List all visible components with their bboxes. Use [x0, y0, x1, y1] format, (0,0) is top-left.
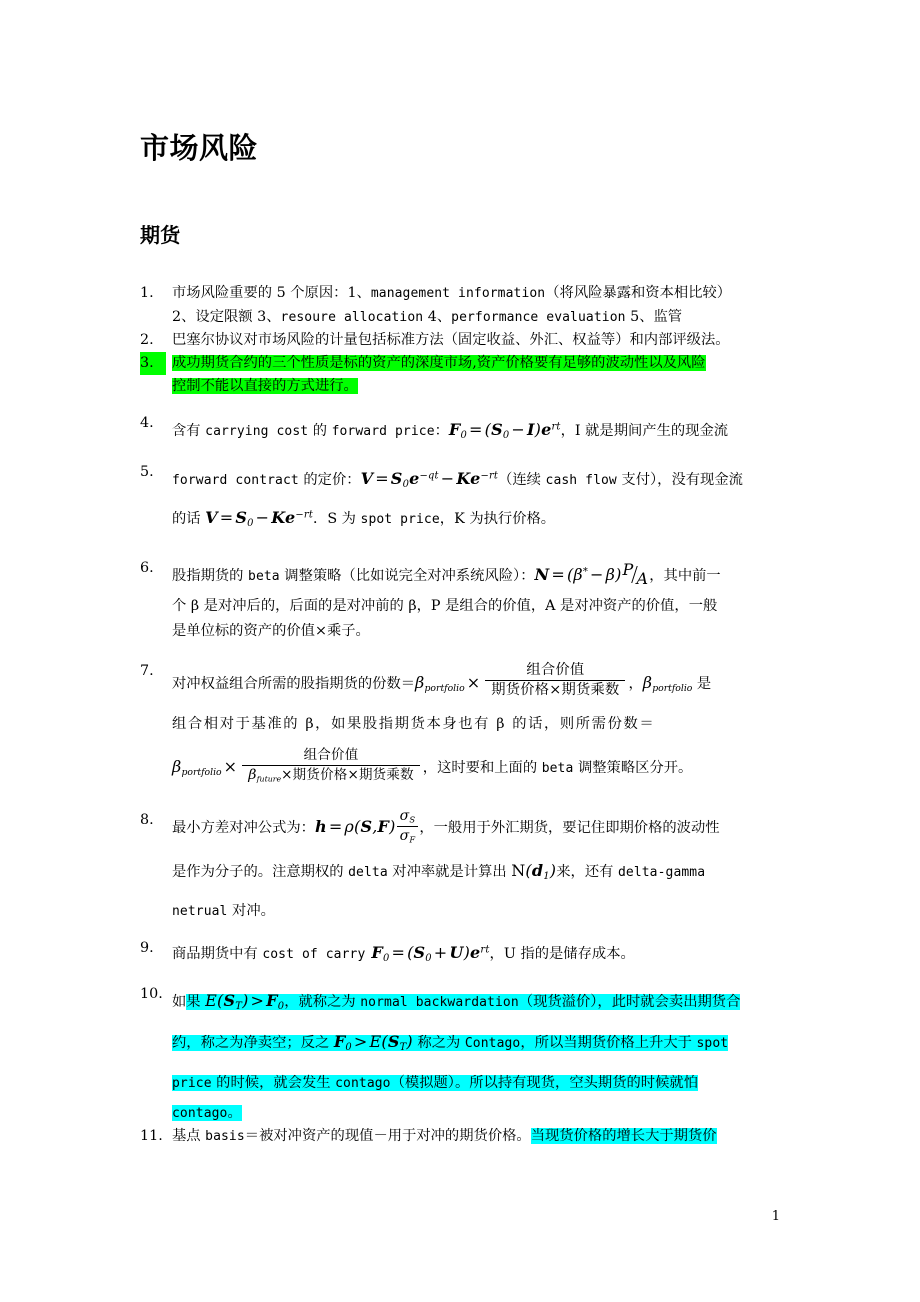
page-title: 市场风险: [140, 131, 259, 165]
item-11-text: 基点 basis＝被对冲资产的现值－用于对冲的期货价格。当现货价格的增长大于期货价: [172, 1128, 717, 1145]
formula-cost-of-carry: $F_0 = (S_0 + U)e^{rt}$: [371, 943, 490, 964]
item-3-line-1: 成功期货合约的三个性质是标的资产的深度市场,资产价格要有足够的波动性以及风险: [172, 354, 706, 371]
item-7-line-2: 组合相对于基准的 β，如果股指期货本身也有 β 的话，则所需份数＝: [172, 716, 656, 733]
item-1-line-1: 市场风险重要的 5 个原因：1、management information（将风险暴露和资本相比较）: [172, 285, 732, 302]
item-3-line-2: 控制不能以直接的方式进行。: [172, 377, 358, 394]
formula-delta-n-d1: $N(d_1)$: [511, 860, 557, 882]
item-5-line-2: 的话 $V = S_0 - Ke^{-rt}$．S 为 spot price，K 为执行价格。: [172, 507, 556, 529]
formula-expected-spot-gt-futures: $E(S_T) > F_0$: [205, 991, 285, 1012]
formula-forward-contract-value-no-cashflow: $V = S_0 - Ke^{-rt}$: [205, 507, 314, 529]
item-10-line-1: 如果 $E(S_T) > F_0$，就称之为 normal backwardation（现货溢价），此时就会卖出期货合: [172, 991, 741, 1012]
list-item-8: [140, 809, 785, 927]
list-item-1: [140, 282, 785, 328]
list-item-6: [140, 557, 785, 644]
item-10-line-2: 约，称之为净卖空；反之 $F_0 > E(S_T)$ 称之为 Contago，所以当期货价格上升大于 spot: [172, 1032, 729, 1054]
item-9-text: 商品期货中有 cost of carry $F_0 = (S_0 + U)e^{rt}$，U 指的是储存成本。: [172, 943, 635, 964]
item-8-line-1: 最小方差对冲公式为：h = ρ(S,F) $\frac{\sigma_S}{\sigma_F}$ ，一般用于外汇期货，要记住即期价格的波动性: [172, 808, 720, 845]
item-1-line-2: 2、设定限额 3、resoure allocation 4、performance evaluation 5、监管: [172, 308, 683, 325]
item-5-line-1: forward contract 的定价：$V = S_0e^{-qt} - Ke^{-rt}$（连续 cash flow 支付），没有现金流: [172, 468, 743, 490]
item-6-line-3: 是单位标的资产的价值×乘子。: [172, 623, 370, 640]
item-7-line-1: 对冲权益组合所需的股指期货的份数＝βportfolio × $\frac{\text{组合价值}}{\text{期货价格×期货乘数}}$ ，βportfolio 是: [172, 661, 712, 699]
list-item-10: [140, 983, 785, 1125]
item-8-line-3: netrual 对冲。: [172, 902, 275, 919]
formula-hedge-ratio-index-futures: βportfolio × $\frac{\text{组合价值}}{\text{期货价格×期货乘数}}$: [415, 673, 628, 692]
section-heading-futures: 期货: [140, 223, 181, 248]
formula-forward-contract-value: $V = S_0e^{-qt} - Ke^{-rt}$: [360, 468, 499, 490]
list-item-11: [140, 1125, 785, 1148]
formula-futures-gt-expected-spot: $F_0 > E(S_T)$: [333, 1032, 413, 1054]
list-item-2: [140, 329, 785, 352]
page-number: 1: [771, 1209, 780, 1224]
formula-minimum-variance-hedge: h = ρ(S,F) $\frac{\sigma_S}{\sigma_F}$: [315, 817, 419, 836]
list-item-4: [140, 412, 785, 449]
item-6-line-1: 股指期货的 beta 调整策略（比如说完全对冲系统风险）：N = (β* − β)P A，其中前一: [172, 560, 721, 589]
page-content: [140, 132, 785, 1148]
formula-beta-adjustment: N = (β* − β)P A: [534, 560, 649, 589]
item-10-line-4: contago。: [172, 1104, 242, 1121]
list-item-5: [140, 461, 785, 539]
list-item-7: [140, 660, 785, 792]
item-6-line-2: 个 β 是对冲后的，后面的是对冲前的 β，P 是组合的价值，A 是对冲资产的价值，一般: [172, 598, 718, 615]
list-item-9: [140, 937, 785, 969]
item-2-text: 巴塞尔协议对市场风险的计量包括标准方法（固定收益、外汇、权益等）和内部评级法。: [172, 331, 730, 348]
formula-hedge-ratio-with-future-beta: βportfolio × $\frac{\text{组合价值}}{\text{βfuture×期货价格×期货乘数}}$: [172, 757, 423, 776]
symbol-beta-portfolio: βportfolio: [642, 672, 693, 694]
item-7-line-3: βportfolio × $\frac{\text{组合价值}}{\text{βfuture×期货价格×期货乘数}}$ ，这时要和上面的 beta 调整策略区分开。: [172, 746, 693, 784]
item-4-text: 含有 carrying cost 的 forward price：$F_0 = (S_0 - I)e^{rt}$，I 就是期间产生的现金流: [172, 420, 729, 441]
item-10-line-3: price 的时候，就会发生 contago（模拟题）。所以持有现货，空头期货的时候就怕: [172, 1075, 698, 1092]
notes-list: [140, 282, 785, 1148]
formula-forward-price-income: $F_0 = (S_0 - I)e^{rt}$: [448, 420, 561, 441]
item-8-line-2: 是作为分子的。注意期权的 delta 对冲率就是计算出 $N(d_1)$来，还有 delta-gamma: [172, 860, 706, 882]
list-item-3: [140, 352, 785, 398]
